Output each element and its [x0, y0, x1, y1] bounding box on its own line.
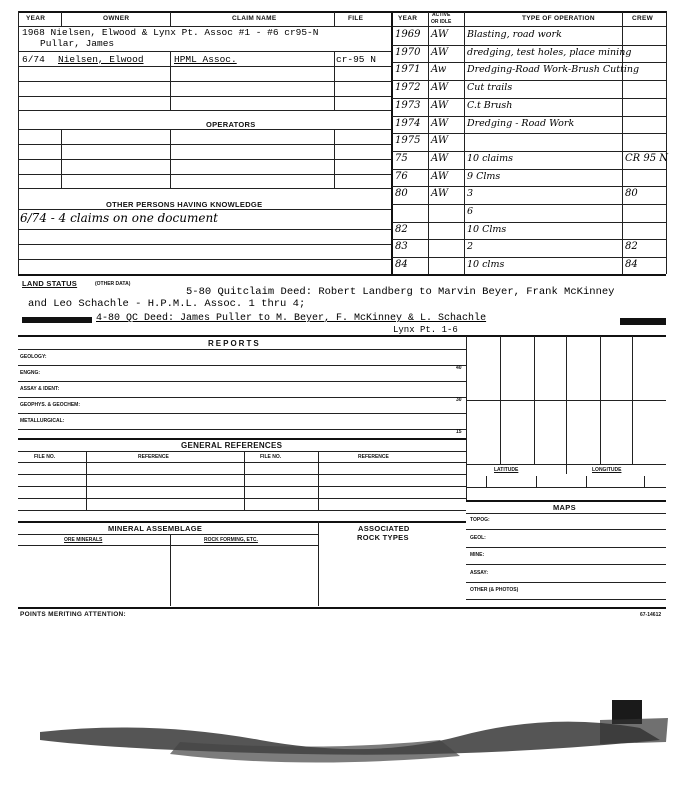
- activity-status: Aw: [431, 64, 447, 75]
- owner-3-file: cr-95 N: [336, 54, 376, 65]
- grid-line: [644, 476, 645, 487]
- activity-operation: 10 clms: [467, 259, 505, 270]
- activity-row-rule: [392, 186, 666, 187]
- other-persons-rule: [18, 229, 392, 230]
- activity-status: AW: [431, 171, 449, 182]
- general-references-title: GENERAL REFERENCES: [181, 441, 283, 450]
- report-row-rule: [18, 397, 466, 398]
- section-border: [18, 438, 466, 440]
- header-active: ACTIVE: [432, 12, 451, 18]
- header-year2: YEAR: [398, 15, 418, 22]
- activity-year: 82: [395, 224, 408, 235]
- activity-operation: Cut trails: [467, 82, 513, 93]
- report-row-rule: [18, 413, 466, 414]
- points-meriting-attention: POINTS MERITING ATTENTION:: [20, 611, 127, 618]
- activity-row-rule: [392, 98, 666, 99]
- divider: [428, 12, 429, 274]
- activity-crew: CR 95 N: [625, 153, 669, 164]
- left-edge: [18, 11, 19, 274]
- divider: [466, 336, 467, 500]
- refs-reference-2: REFERENCE: [358, 454, 389, 460]
- mineral-rule: [18, 534, 318, 535]
- report-row-label: GEOPHYS. & GEOCHEM:: [20, 402, 81, 408]
- activity-year: 1974: [395, 118, 421, 129]
- activity-year: 1969: [395, 29, 421, 40]
- activity-row-rule: [392, 204, 666, 205]
- activity-status: AW: [431, 47, 449, 58]
- report-row-rule: [18, 381, 466, 382]
- operators-rule: [18, 188, 392, 189]
- scan-smudge: [0, 680, 678, 790]
- activity-year: 1975: [395, 135, 421, 146]
- activity-status: AW: [431, 153, 449, 164]
- scale-40: 40: [456, 365, 462, 371]
- grid-line: [536, 476, 537, 487]
- center-divider: [391, 11, 393, 274]
- latitude-label: LATITUDE: [494, 467, 519, 473]
- divider: [86, 451, 87, 511]
- header-crew: CREW: [632, 15, 654, 22]
- grid-line: [466, 400, 666, 401]
- activity-year: 1970: [395, 47, 421, 58]
- activity-operation: 10 claims: [467, 153, 514, 164]
- land-status-line-3: 4-80 QC Deed: James Puller to M. Beyer, F. McKinney & L. Schachle: [96, 313, 487, 324]
- divider: [61, 130, 62, 188]
- report-row-rule: [18, 365, 466, 366]
- activity-row-rule: [392, 80, 666, 81]
- activity-row-rule: [392, 116, 666, 117]
- activity-row-rule: [392, 151, 666, 152]
- header-claim-name: CLAIM NAME: [232, 15, 277, 22]
- scale-15: 15: [456, 429, 462, 435]
- land-status-line-2: and Leo Schachle - H.P.M.L. Assoc. 1 thru 4;: [28, 298, 306, 310]
- activity-year: 80: [395, 188, 408, 199]
- section-border: [466, 500, 666, 502]
- other-persons-rule: [18, 244, 392, 245]
- land-status-sub: (OTHER DATA): [95, 281, 131, 287]
- refs-reference: REFERENCE: [138, 454, 169, 460]
- activity-year: 1973: [395, 100, 421, 111]
- owner-3-year: 6/74: [22, 54, 45, 65]
- owner-row-rule: [18, 96, 392, 97]
- divider: [464, 12, 465, 274]
- activity-operation: 6: [467, 206, 474, 217]
- divider: [334, 130, 335, 188]
- activity-operation: 9 Clms: [467, 171, 501, 182]
- map-row-rule: [466, 564, 666, 565]
- grid-line: [566, 336, 567, 474]
- activity-row-rule: [392, 62, 666, 63]
- divider: [318, 451, 319, 511]
- section-border: [18, 521, 466, 523]
- report-row-label: GEOLOGY:: [20, 354, 47, 360]
- activity-operation: Dredging - Road Work: [467, 118, 575, 129]
- report-row-rule: [18, 429, 466, 430]
- activity-row-rule: [392, 45, 666, 46]
- other-persons-title: OTHER PERSONS HAVING KNOWLEDGE: [106, 200, 263, 209]
- other-persons-rule: [18, 209, 392, 210]
- map-row-label: OTHER (& PHOTOS): [470, 587, 519, 593]
- refs-file-no-2: FILE NO.: [260, 454, 282, 460]
- divider: [170, 130, 171, 188]
- activity-status: AW: [431, 135, 449, 146]
- divider: [170, 52, 171, 110]
- header-file: FILE: [348, 15, 364, 22]
- owner-line-1: 1968 Nielsen, Elwood & Lynx Pt. Assoc #1 - #6 cr95-N: [22, 27, 319, 38]
- land-status-line-4: Lynx Pt. 1-6: [393, 325, 458, 335]
- other-persons-rule: [18, 259, 392, 260]
- mineral-rule: [18, 545, 318, 546]
- map-row-label: ASSAY:: [470, 570, 489, 576]
- divider: [318, 521, 319, 606]
- divider: [170, 12, 171, 26]
- section-border: [18, 607, 666, 609]
- grid-line: [466, 464, 666, 465]
- activity-crew: 80: [625, 188, 638, 199]
- section-border: [18, 335, 666, 337]
- map-row-rule: [466, 599, 666, 600]
- activity-operation: Blasting, road work: [467, 29, 562, 40]
- reports-rule: [18, 349, 466, 350]
- rock-types-label: ROCK TYPES: [357, 533, 409, 542]
- activity-row-rule: [392, 169, 666, 170]
- activity-status: AW: [431, 188, 449, 199]
- activity-row-rule: [392, 133, 666, 134]
- right-edge: [666, 11, 667, 274]
- activity-year: 84: [395, 259, 408, 270]
- operators-title: OPERATORS: [206, 120, 256, 129]
- activity-row-rule: [392, 257, 666, 258]
- reports-title: REPORTS: [208, 339, 261, 348]
- activity-operation: C.t Brush: [467, 100, 513, 111]
- map-row-rule: [466, 582, 666, 583]
- activity-operation: 10 Clms: [467, 224, 507, 235]
- activity-operation: Dredging-Road Work-Brush Cutting: [467, 64, 640, 75]
- land-status-label: LAND STATUS: [22, 279, 78, 288]
- activity-year: 76: [395, 171, 408, 182]
- associated-label: ASSOCIATED: [358, 524, 410, 533]
- top-border: [18, 11, 666, 13]
- map-row-rule: [466, 529, 666, 530]
- divider: [244, 451, 245, 511]
- divider: [334, 12, 335, 26]
- land-status-line-1: 5-80 Quitclaim Deed: Robert Landberg to Marvin Beyer, Frank McKinney: [186, 286, 615, 298]
- activity-operation: 2: [467, 241, 474, 252]
- divider: [334, 52, 335, 110]
- mineral-title: MINERAL ASSEMBLAGE: [108, 524, 203, 533]
- report-row-label: METALLURGICAL:: [20, 418, 65, 424]
- activity-year: 1972: [395, 82, 421, 93]
- map-row-label: TOPOG:: [470, 517, 490, 523]
- header-owner: OWNER: [103, 15, 130, 22]
- maps-rule: [466, 513, 666, 514]
- owner-row-rule: [18, 66, 392, 67]
- map-row-rule: [466, 547, 666, 548]
- owner-row-rule: [18, 110, 392, 111]
- activity-row-rule: [392, 222, 666, 223]
- header-type-of-operation: TYPE OF OPERATION: [522, 15, 595, 22]
- owner-3-claim: HPML Assoc.: [174, 54, 237, 65]
- grid-line: [466, 487, 666, 488]
- refs-file-no: FILE NO.: [34, 454, 56, 460]
- divider: [170, 534, 171, 606]
- operators-rule: [18, 129, 392, 130]
- activity-status: AW: [431, 118, 449, 129]
- grid-line: [486, 476, 487, 487]
- redaction-bar-right: [620, 318, 666, 325]
- owner-row-rule: [18, 81, 392, 82]
- activity-year: 1971: [395, 64, 421, 75]
- rock-forming-label: ROCK FORMING, ETC.: [204, 537, 258, 543]
- activity-status: AW: [431, 82, 449, 93]
- operators-rule: [18, 174, 392, 175]
- activity-year: 75: [395, 153, 408, 164]
- maps-title: MAPS: [553, 503, 576, 512]
- operators-rule: [18, 144, 392, 145]
- owner-line-2: Pullar, James: [40, 38, 115, 49]
- section-border: [18, 274, 666, 276]
- owner-3-name: Nielsen, Elwood: [58, 54, 144, 65]
- ore-minerals-label: ORE MINERALS: [64, 537, 103, 543]
- redaction-bar-left: [22, 317, 92, 323]
- activity-crew: 82: [625, 241, 638, 252]
- owner-row-rule: [18, 51, 392, 52]
- operators-rule: [18, 159, 392, 160]
- report-row-label: ENGNG:: [20, 370, 40, 376]
- activity-crew: 84: [625, 259, 638, 270]
- grid-line: [586, 476, 587, 487]
- header-or-idle: OR IDLE: [431, 19, 452, 25]
- activity-status: AW: [431, 29, 449, 40]
- map-row-label: GEOL:: [470, 535, 486, 541]
- other-persons-note: 6/74 - 4 claims on one document: [20, 211, 219, 225]
- activity-row-rule: [392, 239, 666, 240]
- activity-year: 83: [395, 241, 408, 252]
- activity-status: AW: [431, 100, 449, 111]
- divider: [61, 12, 62, 26]
- activity-operation: 3: [467, 188, 474, 199]
- form-number: 67-14612: [640, 612, 662, 618]
- header-year: YEAR: [26, 15, 46, 22]
- map-row-label: MINE:: [470, 552, 485, 558]
- scale-30: 30: [456, 397, 462, 403]
- report-row-label: ASSAY & IDENT:: [20, 386, 60, 392]
- activity-operation: dredging, test holes, place mining: [467, 47, 632, 58]
- longitude-label: LONGITUDE: [592, 467, 622, 473]
